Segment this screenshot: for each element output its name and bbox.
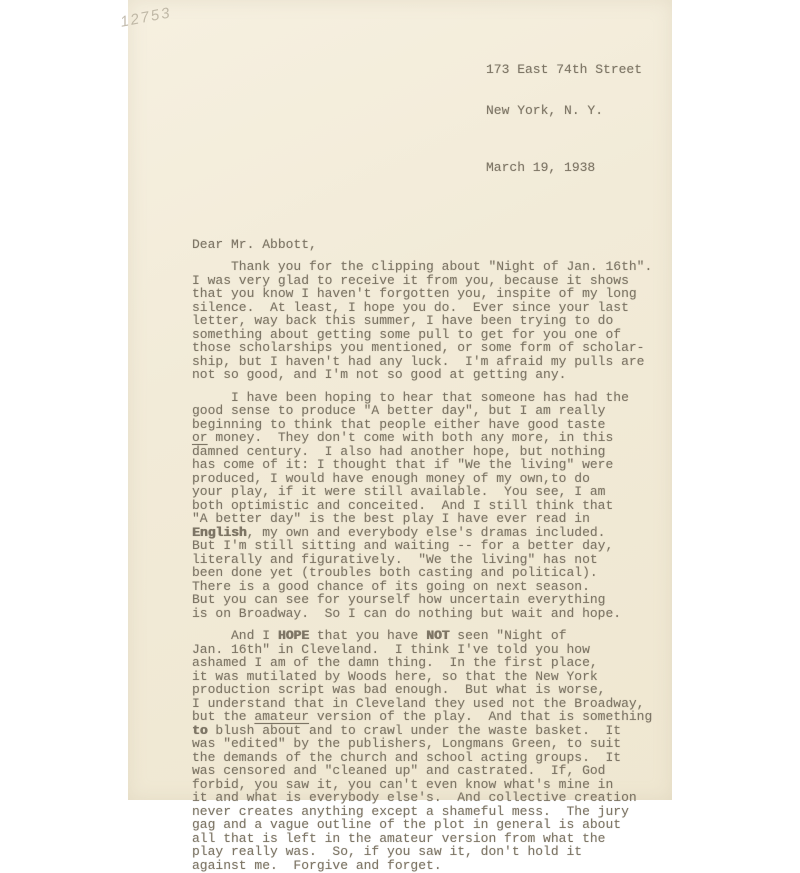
letter-text: But you can see for yourself how uncertain everything [192,592,606,607]
letter-text: against me. Forgive and forget. [192,857,442,873]
letter-text: never creates anything except a shameful mess. The jury [192,803,629,819]
letter-line [192,368,672,382]
letter-line [192,391,672,405]
letter-line [192,328,672,342]
letter-line [192,355,672,369]
letter-text: produced, I would have enough money of my own,to do [192,470,590,486]
letter-text: your play, if it were still available. You see, I am [192,484,606,499]
letter-text: damned century. I also had another hope, but nothing [192,443,606,459]
emphasis-bold-text: NOT [426,628,450,643]
letter-line [192,764,672,778]
letter-text: all that is left in the amateur version from what the [192,830,606,846]
letter-date: March 19, 1938 [486,160,596,175]
letter-line [192,301,672,315]
letter-text: production script was bad enough. But what is worse, [192,682,606,697]
letter-text: that you know I haven't forgotten you, inspite of my long [192,286,637,301]
letter-text: I understand that in Cleveland they used not the Broadway, [192,695,645,711]
letter-line [192,539,672,553]
emphasis-bold-text: HOPE [277,628,310,643]
letter-text: I have been hoping to hear that someone has had the [192,389,629,405]
paragraph [192,391,672,621]
letter-line [192,472,672,486]
letter-body [192,260,672,872]
letter-text: silence. At least, I hope you do. Ever since your last [192,299,629,315]
letter-text: was censored and "cleaned up" and castrated. If, God [192,763,606,778]
salutation: Dear Mr. Abbott, [192,236,317,252]
paragraph [192,260,672,382]
letter-text: that you have [309,628,427,643]
letter-text: ashamed I am of the damn thing. In the first place, [192,655,598,670]
letter-line [192,791,672,805]
letter-line [192,526,672,540]
letter-text: good sense to produce "A better day", but I am really [192,403,606,418]
letter-line [192,629,672,643]
letter-text: was "edited" by the publishers, Longmans Green, to suit [192,736,622,751]
letter-text: I was very glad to receive it from you, because it shows [192,272,629,288]
letter-line [192,832,672,846]
letter-text: been done yet (troubles both casting and political). [192,565,598,580]
letter-text: both optimistic and conceited. And I still think that [192,497,614,513]
letter-text: money. They don't come with both any more, in this [207,430,614,445]
letter-line [192,566,672,580]
letter-line [192,859,672,873]
letter-line [192,710,672,724]
letter-text: But I'm still sitting and waiting -- for a better day, [192,538,614,553]
letter-text: has come of it: I thought that if "We the living" were [192,457,614,472]
letter-text: not so good, and I'm not so good at getting any. [192,367,567,382]
letter-line [192,274,672,288]
letter-page [118,0,672,873]
letter-line [192,683,672,697]
letter-text: something about getting some pull to get for you one of [192,326,622,342]
paragraph [192,629,672,872]
letter-line [192,670,672,684]
letter-text: gag and a vague outline of the plot in general is about [192,817,622,832]
letter-text: beginning to think that people either have good taste [192,416,606,432]
letter-text: literally and figuratively. "We the living" has not [192,551,598,567]
letter-line [192,512,672,526]
emphasis-bold-text: English [192,524,247,540]
letter-text: is on Broadway. So I can do nothing but wait and hope. [192,605,622,621]
letter-text: forbid, you saw it, you can't even know what's mine in [192,776,614,792]
letter-line [192,404,672,418]
letter-text: blush about and to crawl under the waste basket. It [207,722,622,738]
letter-line [192,341,672,355]
letter-text: it and what is everybody else's. And collective creation [192,790,637,805]
letter-line [192,431,672,445]
letter-text: Jan. 16th" in Cleveland. I think I've told you how [192,641,590,657]
letter-line [192,418,672,432]
letter-text: There is a good chance of its going on next season. [192,578,590,594]
letter-line [192,485,672,499]
pencil-annotation: 12753 [118,4,173,31]
letter-text: those scholarships you mentioned, or some form of scholar- [192,340,645,355]
letter-line [192,737,672,751]
letter-line [192,751,672,765]
letter-text: it was mutilated by Woods here, so that the New York [192,668,598,684]
letter-text: , my own and everybody else's dramas included. [246,524,606,540]
letter-line [192,643,672,657]
letter-line [192,593,672,607]
letter-line [192,499,672,513]
letter-line [192,553,672,567]
letter-text: the demands of the church and school acting groups. It [192,749,622,765]
letter-line [192,656,672,670]
letter-line [192,818,672,832]
letter-line [192,724,672,738]
letter-text: but the [192,709,255,724]
sender-address-block [486,36,672,202]
letter-line [192,314,672,328]
letter-text: letter, way back this summer, I have been trying to do [192,313,614,328]
letter-line [192,287,672,301]
underlined-text: or [192,430,208,445]
letter-text: Thank you for the clipping about "Night of Jan. 16th". [192,259,653,274]
letter-line [192,260,672,274]
letter-text: "A better day" is the best play I have ever read in [192,511,590,526]
letter-text: version of the play. And that is something [309,709,653,724]
letter-line [192,445,672,459]
sender-address-line-2: New York, N. Y. [486,102,604,118]
letter-text: And I [192,628,278,643]
letter-line [192,607,672,621]
letter-line [192,697,672,711]
underlined-text: amateur [254,709,310,724]
letter-line [192,805,672,819]
sender-address-line-1: 173 East 74th Street [486,62,643,77]
letter-line [192,580,672,594]
letter-text: ship, but I haven't had any luck. I'm afraid my pulls are [192,353,645,369]
letter-text: seen "Night of [449,628,567,643]
letter-text: play really was. So, if you saw it, don't hold it [192,844,583,859]
letter-line [192,458,672,472]
emphasis-bold-text: to [192,722,208,738]
letter-line [192,845,672,859]
letter-line [192,778,672,792]
